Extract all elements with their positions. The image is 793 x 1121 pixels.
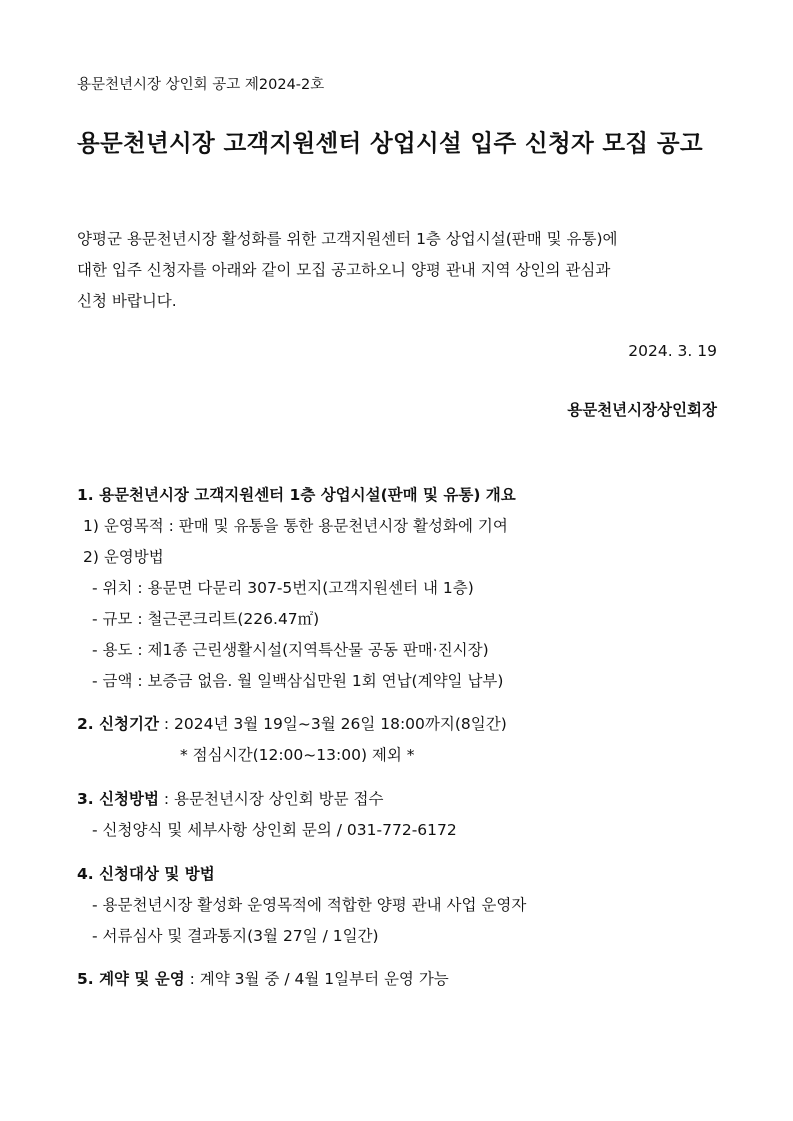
intro-line: 양평군 용문천년시장 활성화를 위한 고객지원센터 1층 상업시설(판매 및 유통)에 bbox=[77, 230, 618, 248]
section-2-line bbox=[77, 712, 507, 734]
signer: 용문천년시장상인회장 bbox=[567, 401, 717, 419]
section-1-use: - 용도 : 제1종 근린생활시설(지역특산물 공동 판매·진시장) bbox=[92, 641, 489, 659]
intro-line: 대한 입주 신청자를 아래와 같이 모집 공고하오니 양평 관내 지역 상인의 관심과 bbox=[77, 261, 611, 279]
section-3-text: : 용문천년시장 상인회 방문 접수 bbox=[158, 790, 384, 808]
intro-paragraph bbox=[77, 224, 717, 317]
section-1-method: 2) 운영방법 bbox=[83, 548, 164, 566]
section-5-label: 5. 계약 및 운영 bbox=[77, 970, 185, 988]
section-3-detail: - 신청양식 및 세부사항 상인회 문의 / 031-772-6172 bbox=[92, 821, 457, 839]
section-4-review: - 서류심사 및 결과통지(3월 27일 / 1일간) bbox=[92, 927, 379, 945]
section-5-line bbox=[77, 967, 449, 989]
section-1-location: - 위치 : 용문면 다문리 307-5번지(고객지원센터 내 1층) bbox=[92, 579, 474, 597]
section-2-label: 2. 신청기간 bbox=[77, 715, 159, 733]
section-1-amount: - 금액 : 보증금 없음. 월 일백삼십만원 1회 연납(계약일 납부) bbox=[92, 672, 504, 690]
section-2-note: * 점심시간(12:00~13:00) 제외 * bbox=[180, 746, 415, 764]
section-4-target: - 용문천년시장 활성화 운영목적에 적합한 양평 관내 사업 운영자 bbox=[92, 896, 527, 914]
section-5-text: : 계약 3월 중 / 4월 1일부터 운영 가능 bbox=[184, 970, 449, 988]
section-3-line bbox=[77, 787, 383, 809]
section-1-purpose: 1) 운영목적 : 판매 및 유통을 통한 용문천년시장 활성화에 기여 bbox=[83, 517, 508, 535]
notice-number: 용문천년시장 상인회 공고 제2024-2호 bbox=[77, 77, 325, 93]
section-3-label: 3. 신청방법 bbox=[77, 790, 159, 808]
section-2-text: : 2024년 3월 19일~3월 26일 18:00까지(8일간) bbox=[158, 715, 507, 733]
section-1-scale: - 규모 : 철근콘크리트(226.47㎡) bbox=[92, 610, 320, 628]
section-4-heading: 4. 신청대상 및 방법 bbox=[77, 865, 215, 883]
notice-date: 2024. 3. 19 bbox=[628, 342, 717, 360]
section-1-heading: 1. 용문천년시장 고객지원센터 1층 상업시설(판매 및 유통) 개요 bbox=[77, 486, 516, 504]
intro-line: 신청 바랍니다. bbox=[77, 292, 177, 310]
page-title: 용문천년시장 고객지원센터 상업시설 입주 신청자 모집 공고 bbox=[77, 129, 703, 157]
